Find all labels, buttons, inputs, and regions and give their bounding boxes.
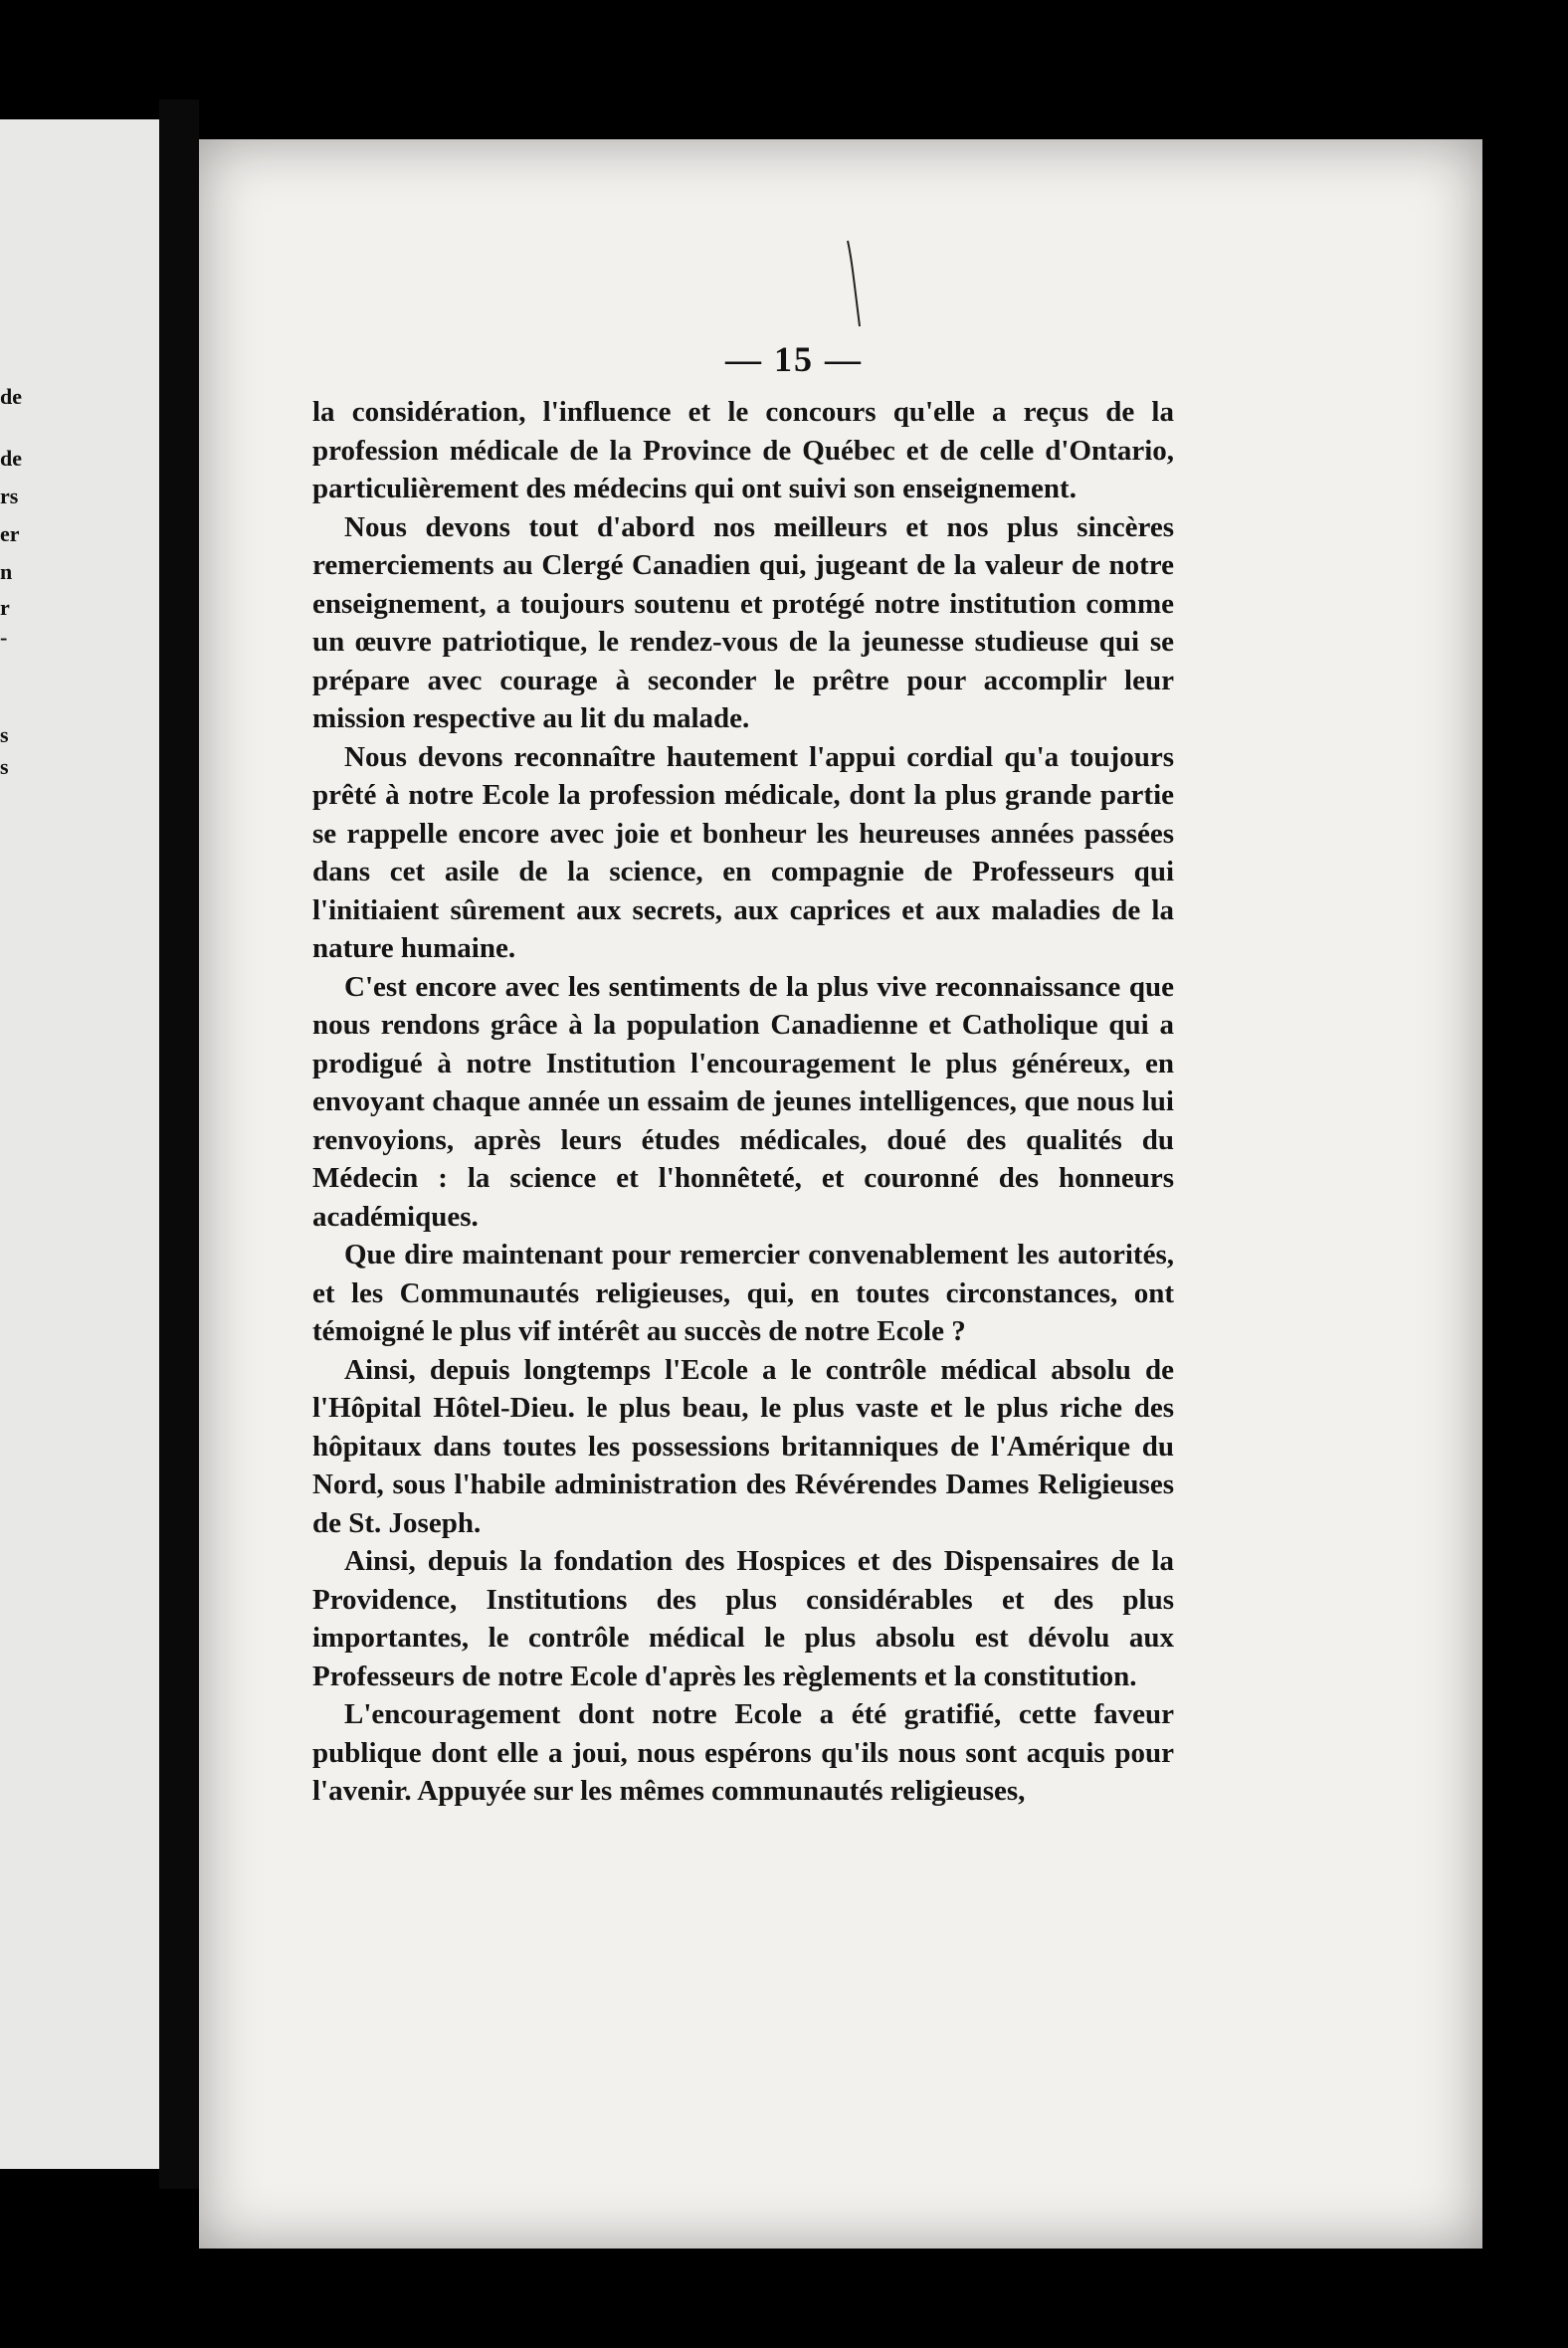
- body-text: [312, 393, 1174, 1811]
- margin-fragment: r: [0, 595, 10, 620]
- margin-fragment: n: [0, 559, 13, 584]
- margin-fragment: rs: [0, 484, 19, 508]
- margin-fragment: s: [0, 754, 9, 779]
- paragraph: la considération, l'influence et le concours qu'elle a reçus de la profession médicale de la Province de Québec et de celle d'Ontario, particulièrement des médecins qui ont suivi son enseignement.: [312, 396, 1174, 504]
- binding-shadow: [159, 99, 199, 2189]
- margin-fragment: er: [0, 521, 20, 546]
- margin-fragment: de: [0, 446, 22, 471]
- paragraph: L'encouragement dont notre Ecole a été gratifié, cette faveur publique dont elle a joui, nous espérons qu'ils nous sont acquis pour l'avenir. Appuyée sur les mêmes communautés religieuses,: [312, 1698, 1174, 1807]
- paragraph: Ainsi, depuis longtemps l'Ecole a le contrôle médical absolu de l'Hôpital Hôtel-Dieu. le plus beau, le plus vaste et le plus riche des hôpitaux dans toutes les possessions britanniques de l'Amérique du Nord, sous l'habile administration des Révérendes Dames Religieuses de St. Joseph.: [312, 1353, 1174, 1539]
- page-number: — 15 —: [725, 339, 863, 379]
- ink-mark-icon: [846, 239, 866, 328]
- paragraph: C'est encore avec les sentiments de la plus vive reconnaissance que nous rendons grâce à la population Canadienne et Catholique qui a prodigué à notre Institution l'encouragement le plus généreux, en envoyant chaque année un essaim de jeunes intelligences, que nous lui renvoyions, après leurs études médicales, doué des qualités du Médecin : la science et l'honnêteté, et couronné des honneurs académiques.: [312, 970, 1174, 1233]
- paragraph: Ainsi, depuis la fondation des Hospices et des Dispensaires de la Providence, Institutions des plus considérables et des plus importantes, le contrôle médical le plus absolu est dévolu aux Professeurs de notre Ecole d'après les règlements et la constitution.: [312, 1545, 1174, 1692]
- paragraph: Que dire maintenant pour remercier convenablement les autorités, et les Communautés religieuses, qui, en toutes circonstances, ont témoigné le plus vif intérêt au succès de notre Ecole ?: [312, 1239, 1174, 1347]
- margin-fragment: -: [0, 625, 8, 650]
- paragraph: Nous devons tout d'abord nos meilleurs et nos plus sincères remerciements au Clergé Canadien qui, jugeant de la valeur de notre enseignement, a toujours soutenu et protégé notre institution comme un œuvre patriotique, le rendez-vous de la jeunesse studieuse qui se prépare avec courage à seconder le prêtre pour accomplir leur mission respective au lit du malade.: [312, 510, 1174, 734]
- previous-page-edge: [0, 119, 177, 2169]
- margin-fragment: s: [0, 722, 9, 747]
- margin-fragment: de: [0, 384, 22, 409]
- paragraph: Nous devons reconnaître hautement l'appui cordial qu'a toujours prêté à notre Ecole la profession médicale, dont la plus grande partie se rappelle encore avec joie et bonheur les heureuses années passées dans cet asile de la science, en compagnie de Professeurs qui l'initiaient sûrement aux secrets, aux caprices et aux maladies de la nature humaine.: [312, 740, 1174, 964]
